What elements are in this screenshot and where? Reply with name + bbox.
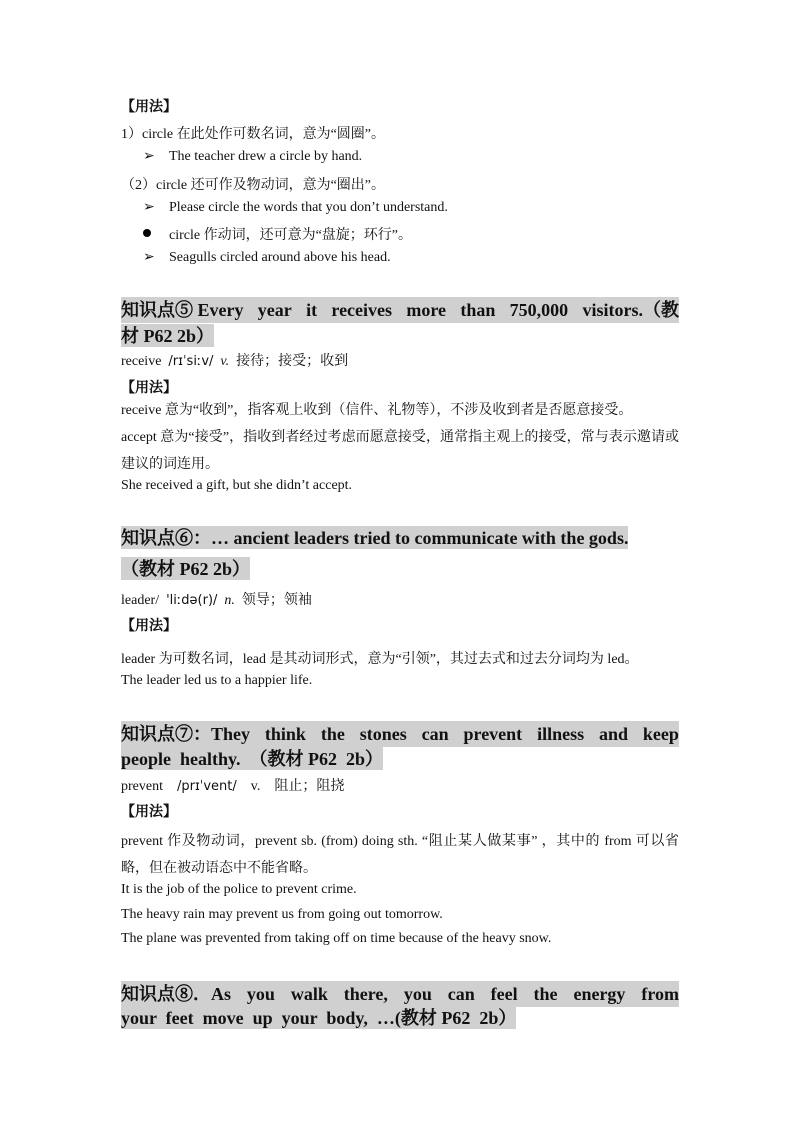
heading-word: the	[320, 724, 345, 744]
heading-word: receives	[331, 300, 393, 320]
knowledge-point-7-heading	[121, 721, 679, 771]
heading-word: it	[306, 300, 318, 320]
example-sentence: It is the job of the police to prevent crime.	[121, 882, 357, 897]
example-sentence: The heavy rain may prevent us from going out tomorrow.	[121, 907, 443, 922]
heading-word: the	[533, 984, 558, 1004]
example-item	[143, 249, 391, 266]
knowledge-point-6-heading	[121, 527, 628, 581]
vocab-pos: v.	[220, 354, 230, 369]
heading-word: from	[641, 984, 679, 1004]
vocab-meaning: 接待；接受；收到	[236, 354, 349, 369]
heading-word: than	[460, 300, 496, 320]
example-sentence: She received a gift, but she didn’t accept.	[121, 478, 353, 493]
heading-word: you	[403, 984, 432, 1004]
heading-word: think	[264, 724, 306, 744]
dot-bullet-icon	[143, 229, 151, 237]
heading-word: can	[421, 724, 449, 744]
heading-word: 知识点⑦：They	[121, 724, 251, 744]
heading-word: year	[257, 300, 292, 320]
heading-line: your feet move up your body, …(教材 P62 2b）	[121, 1008, 517, 1028]
heading-word: you	[246, 984, 275, 1004]
heading-word: 750,000	[509, 300, 569, 320]
dot-item	[143, 224, 412, 244]
vocab-phonetic: 'liːdə(r)/	[166, 593, 218, 608]
example-text: Seagulls circled around above his head.	[169, 250, 391, 265]
example-sentence: The plane was prevented from taking off on time because of the heavy snow.	[121, 931, 552, 946]
heading-word: 知识点⑧．As	[121, 984, 232, 1004]
vocab-phonetic: /rɪˈsiːv/	[168, 354, 214, 369]
vocab-pos: v.	[250, 779, 261, 794]
heading-line	[121, 721, 679, 747]
vocab-word: receive	[121, 354, 162, 369]
vocab-meaning: 阻止；阻挠	[274, 779, 345, 794]
usage-line: （2）circle 还可作及物动词，意为“圈出”。	[121, 178, 386, 193]
heading-line: （教材 P62 2b）	[121, 559, 251, 579]
heading-word: feel	[490, 984, 518, 1004]
heading-word: there,	[343, 984, 388, 1004]
heading-word: illness	[537, 724, 585, 744]
vocab-line	[121, 350, 348, 370]
arrow-bullet-icon: ➢	[143, 249, 155, 265]
vocab-line	[121, 775, 344, 795]
usage-paragraph: receive 意为“收到”，指客观上收到（信件、礼物等），不涉及收到者是否愿意接受。	[121, 403, 633, 418]
usage-heading: 【用法】	[121, 804, 177, 820]
example-sentence: The leader led us to a happier life.	[121, 673, 313, 688]
vocab-phonetic: /prɪˈvent/	[176, 779, 237, 794]
heading-word: energy	[573, 984, 626, 1004]
heading-line: 材 P62 2b）	[121, 326, 215, 346]
usage-heading: 【用法】	[121, 618, 177, 634]
vocab-word: prevent	[121, 779, 163, 794]
heading-line: people healthy. （教材 P62 2b）	[121, 749, 384, 769]
vocab-word: leader/	[121, 593, 160, 608]
knowledge-point-5-heading	[121, 297, 679, 348]
usage-paragraph: leader 为可数名词，lead 是其动词形式，意为“引领”，其过去式和过去分词均为 led。	[121, 652, 639, 667]
heading-word: keep	[642, 724, 679, 744]
heading-line: 知识点⑥：… ancient leaders tried to communicate with the gods.	[121, 528, 629, 548]
heading-line	[121, 297, 679, 323]
heading-word: stones	[359, 724, 407, 744]
example-text: The teacher drew a circle by hand.	[169, 149, 363, 164]
example-item	[143, 199, 448, 216]
heading-line	[121, 981, 679, 1007]
usage-paragraph: accept 意为“接受”，指收到者经过考虑而愿意接受，通常指主观上的接受，常与表示邀请或建议的词连用。	[121, 430, 679, 472]
usage-heading: 【用法】	[121, 99, 177, 115]
knowledge-point-8-heading	[121, 981, 679, 1030]
example-item	[143, 148, 362, 165]
heading-word: prevent	[463, 724, 523, 744]
heading-word: more	[406, 300, 447, 320]
vocab-line	[121, 589, 312, 609]
vocab-pos: n.	[224, 593, 235, 608]
arrow-bullet-icon: ➢	[143, 148, 155, 164]
arrow-bullet-icon: ➢	[143, 199, 155, 215]
heading-word: can	[447, 984, 475, 1004]
heading-word: 知识点⑤ Every	[121, 300, 244, 320]
dot-text: circle 作动词，还可意为“盘旋；环行”。	[169, 228, 413, 243]
example-text: Please circle the words that you don’t understand.	[169, 200, 448, 215]
vocab-meaning: 领导；领袖	[241, 593, 312, 608]
usage-heading: 【用法】	[121, 380, 177, 396]
heading-word: visitors.（教	[582, 300, 679, 320]
heading-word: walk	[290, 984, 328, 1004]
heading-word: and	[598, 724, 629, 744]
usage-paragraph: prevent 作及物动词，prevent sb. (from) doing sth. “阻止某人做某事” ，其中的 from 可以省略，但在被动语态中不能省略。	[121, 834, 679, 876]
usage-line: 1）circle 在此处作可数名词，意为“圆圈”。	[121, 127, 386, 142]
